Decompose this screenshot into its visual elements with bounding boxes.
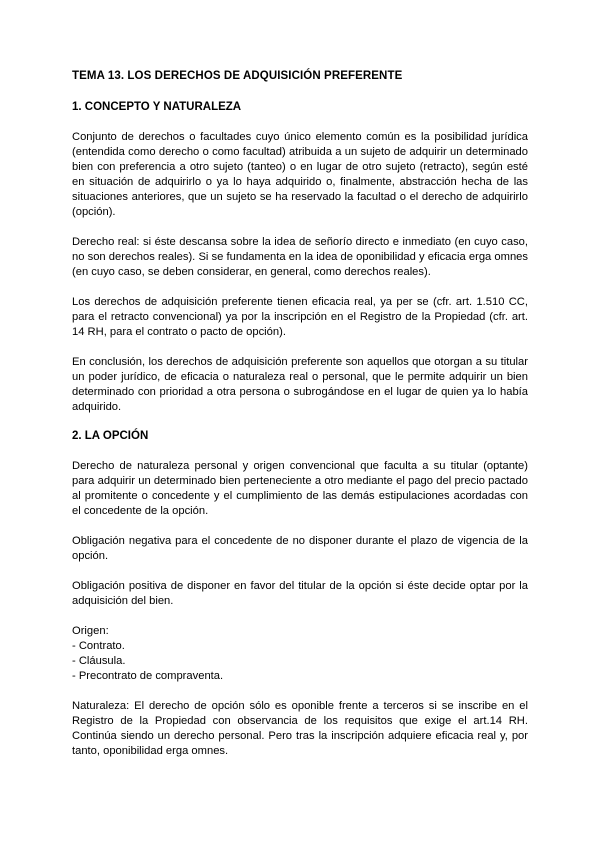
- section-1-paragraph-3: Los derechos de adquisición preferente tienen eficacia real, ya per se (cfr. art. 1.510 CC, para el retracto convencional) ya por la inscripción en el Registro de la Propiedad (cfr. art. 14 RH, para el contrato o pacto de opción).: [72, 296, 528, 338]
- origin-label: Origen:: [72, 625, 109, 637]
- nature-paragraph: Naturaleza: El derecho de opción sólo es oponible frente a terceros si se inscribe en el Registro de la Propiedad con observancia de los requisitos que exige el art.14 RH. Continúa siendo un derecho personal. Pero tras la inscripción adquiere eficacia real y, por tanto, oponibilidad erga omnes.: [72, 700, 528, 757]
- section-2-paragraph-3: Obligación positiva de disponer en favor del titular de la opción si éste decide optar por la adquisición del bien.: [72, 580, 528, 607]
- section-1-paragraph-1: Conjunto de derechos o facultades cuyo único elemento común es la posibilidad jurídica (entendida como derecho o como facultad) atribuida a un sujeto de adquirir un determinado bien con preferencia a otro sujeto (tanteo) o en lugar de otro sujeto (retracto), según esté en situación de adquirirlo o ya lo haya adquirido o, finalmente, abstracción hecha de las situaciones anteriores, que un sujeto se ha reservado la facultad o el derecho de adquirirlo (opción).: [72, 131, 528, 218]
- section-1-paragraph-2: Derecho real: si éste descansa sobre la idea de señorío directo e inmediato (en cuyo caso, no son derechos reales). Si se fundamenta en la idea de oponibilidad y eficacia erga omnes (en cuyo caso, se deben considerar, en general, como derechos reales).: [72, 236, 528, 278]
- section-2-paragraph-1: Derecho de naturaleza personal y origen convencional que faculta a su titular (optante) para adquirir un determinado bien perteneciente a otro mediante el pago del precio pactado al promitente o concedente y el cumplimiento de las demás estipulaciones acordadas con el concedente de la opción.: [72, 460, 528, 517]
- section-2-heading: 2. LA OPCIÓN: [72, 430, 149, 442]
- section-1-paragraph-4: En conclusión, los derechos de adquisición preferente son aquellos que otorgan a su titular un poder jurídico, de eficacia o naturaleza real o personal, que le permite adquirir un bien determinado con prioridad a otra persona o subrogándose en el lugar de quien ya lo había adquirido.: [72, 356, 528, 413]
- document-title: TEMA 13. LOS DERECHOS DE ADQUISICIÓN PREFERENTE: [72, 70, 403, 82]
- list-item: - Precontrato de compraventa.: [72, 670, 224, 682]
- list-item: - Cláusula.: [72, 655, 126, 667]
- section-2-paragraph-2: Obligación negativa para el concedente de no disponer durante el plazo de vigencia de la opción.: [72, 535, 528, 562]
- list-item: - Contrato.: [72, 640, 125, 652]
- document-page: [72, 70, 528, 774]
- origin-list: [72, 624, 528, 684]
- section-1-heading: 1. CONCEPTO Y NATURALEZA: [72, 101, 242, 113]
